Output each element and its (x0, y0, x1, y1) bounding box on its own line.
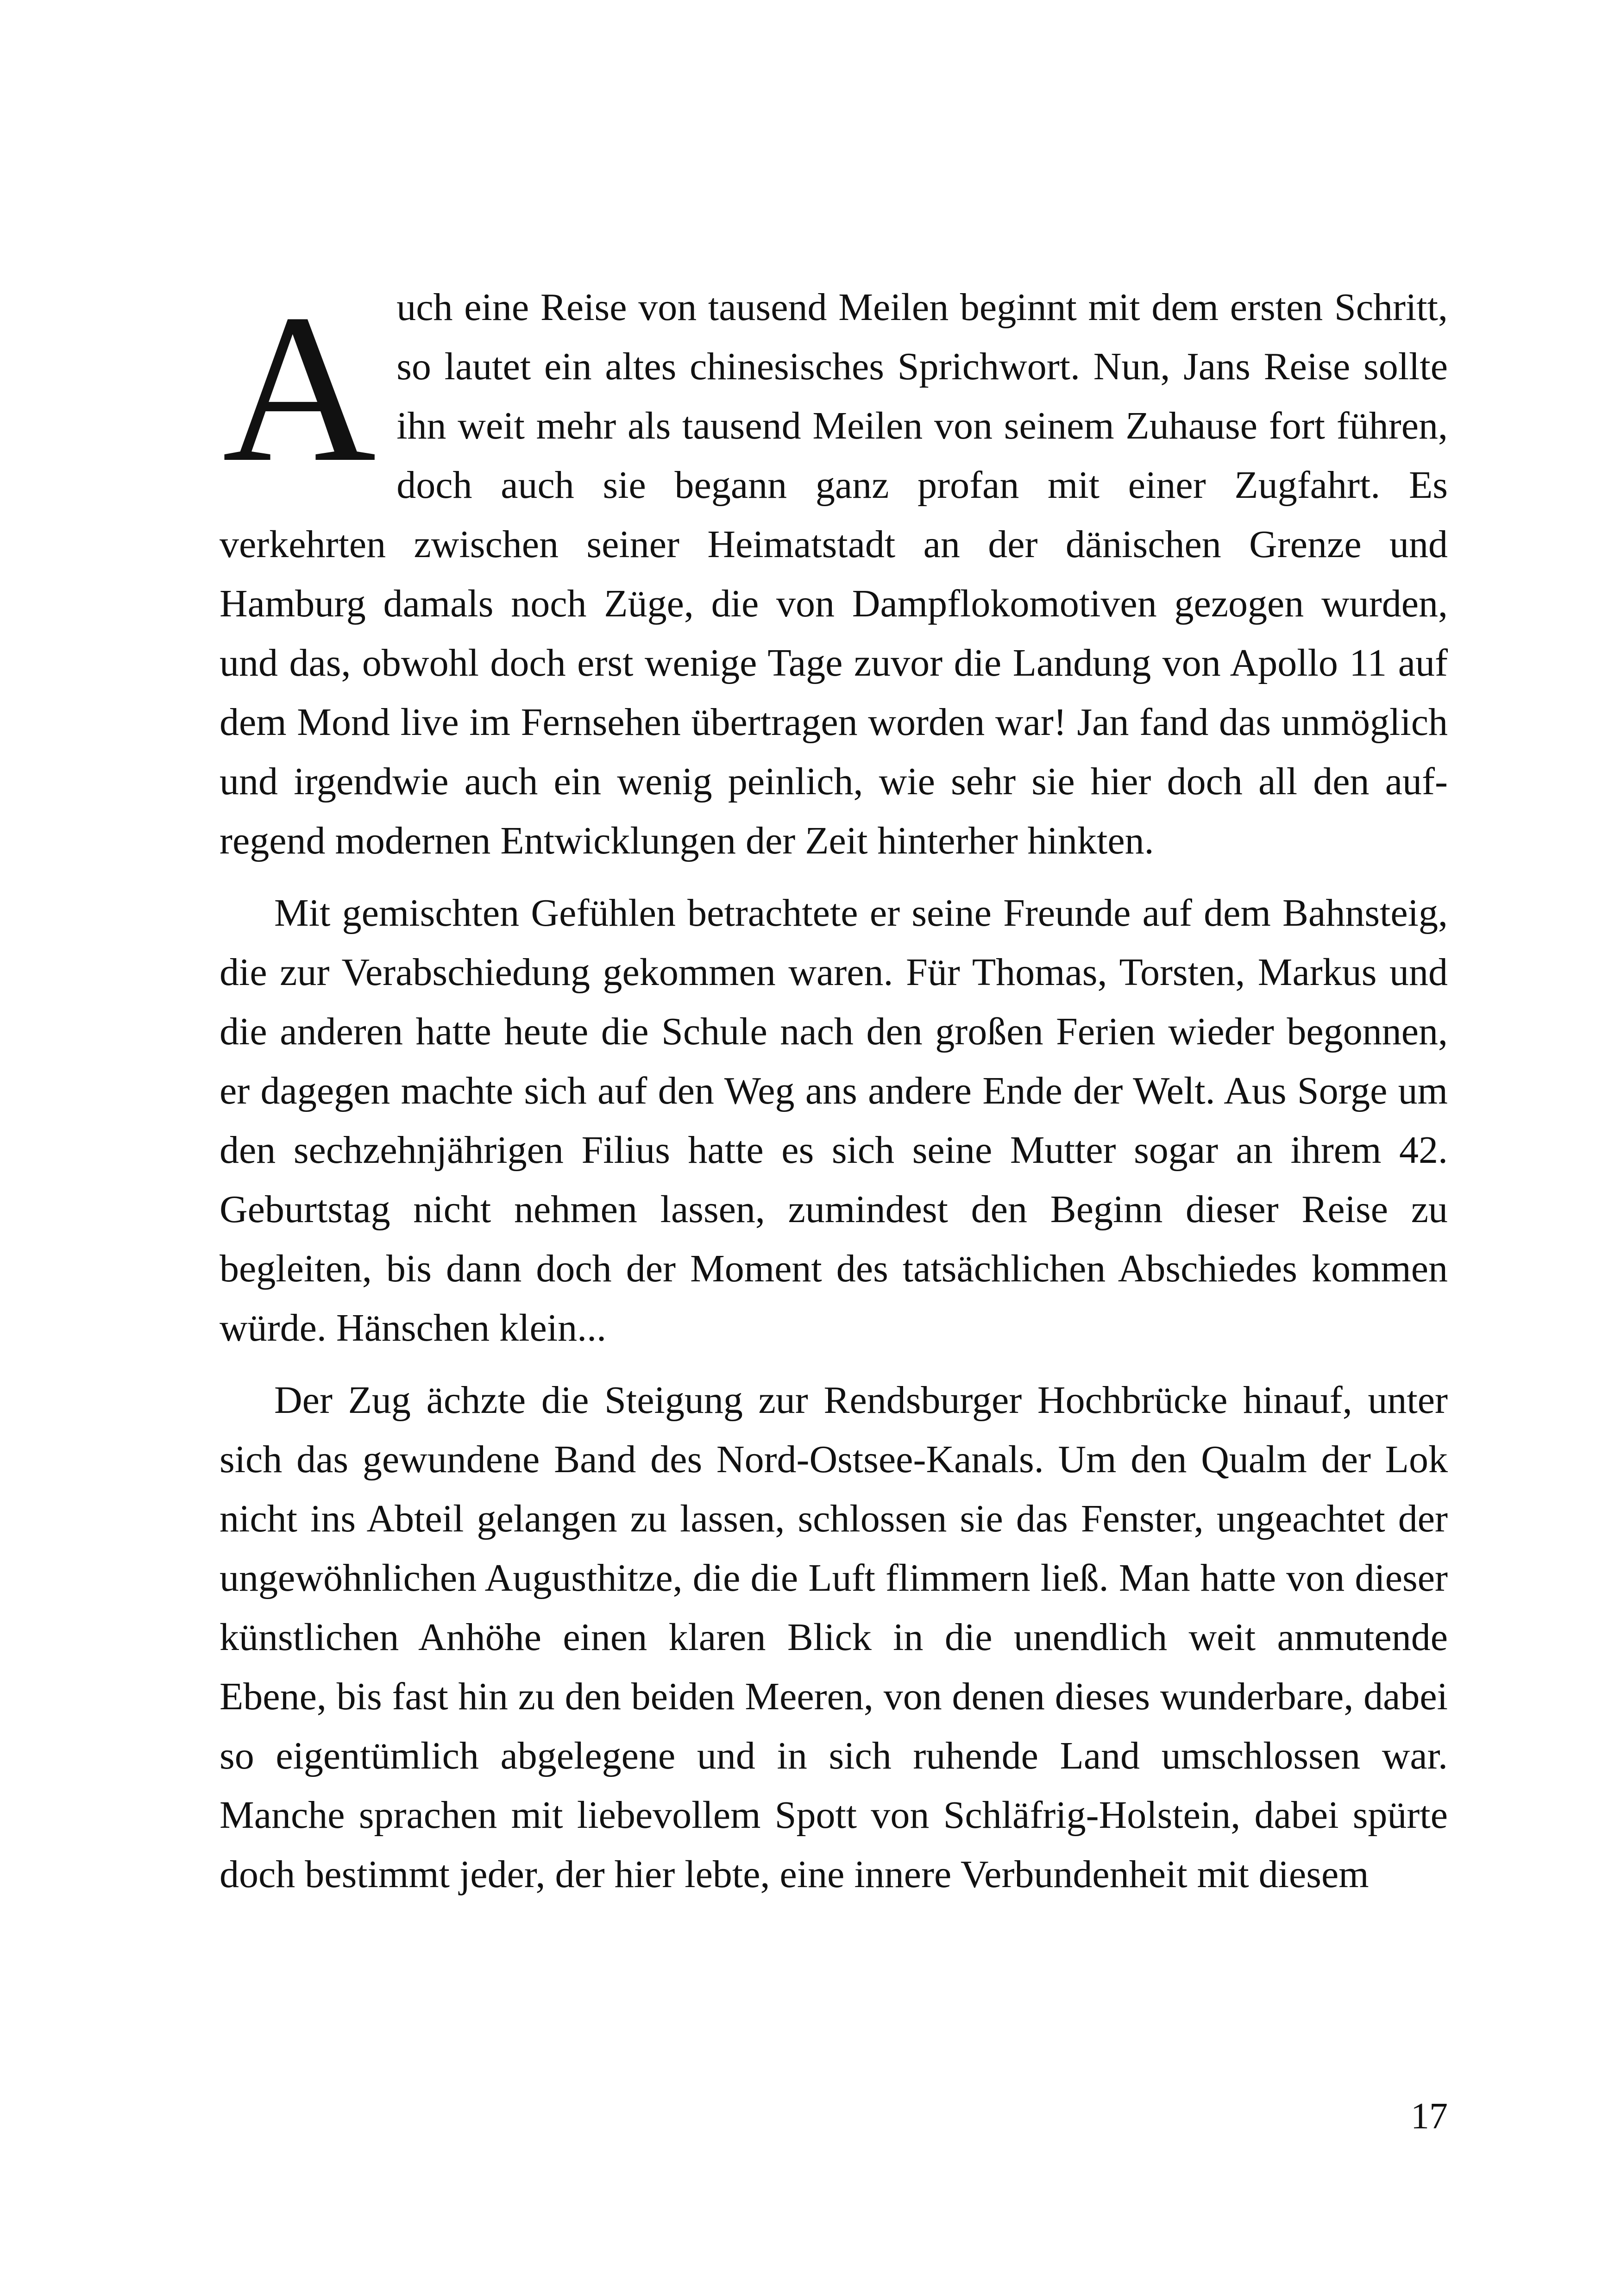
body-text (220, 270, 1448, 1904)
paragraph-1 (220, 270, 1448, 871)
paragraph-2: Mit gemischten Gefühlen betrachtete er seine Freunde auf dem Bahnsteig, die zur Verabschiedung gekommen waren. Für Thomas, Torsten, Markus und die anderen hatte heute die Schule nach den großen Ferien wieder begonnen, er dagegen machte sich auf den Weg ans andere Ende der Welt. Aus Sorge um den sechzehnjährigen Filius hatte es sich seine Mutter sogar an ihrem 42. Geburtstag nicht nehmen lassen, zumindest den Beginn dieser Reise zu begleiten, bis dann doch der Moment des tatsächlichen Abschiedes kommen würde. Hänschen klein... (220, 891, 1448, 1349)
page-number: 17 (1411, 2096, 1448, 2137)
drop-cap: A (222, 270, 377, 506)
paragraph-1-text: uch eine Reise von tausend Meilen beginnt mit dem ersten Schritt, so lautet ein altes chinesisches Sprichwort. Nun, Jans Reise sollte ihn weit mehr als tausend Meilen von seinem Zuhause fort führen, doch auch sie begann ganz profan mit einer Zugfahrt. Es verkehrten zwischen seiner Heimatstadt an der dänischen Grenze und Hamburg damals noch Züge, die von Dampflokomotiven gezogen wurden, und das, obwohl doch erst wenige Tage zuvor die Landung von Apollo 11 auf dem Mond live im Fernsehen übertragen worden war! Jan fand das unmöglich und irgendwie auch ein wenig peinlich, wie sehr sie hier doch all den aufregend modernen Entwicklungen der Zeit hinterher hinkten. (220, 286, 1448, 862)
paragraph-3: Der Zug ächzte die Steigung zur Rendsburger Hochbrücke hinauf, unter sich das gewundene Band des Nord-Ostsee-Kanals. Um den Qualm der Lok nicht ins Abteil gelangen zu lassen, schlossen sie das Fenster, ungeachtet der ungewöhnlichen Augusthitze, die die Luft flimmern ließ. Man hatte von dieser künstlichen Anhöhe einen klaren Blick in die unendlich weit anmutende Ebene, bis fast hin zu den beiden Meeren, von denen dieses wunderbare, dabei so eigentümlich abgelegene und in sich ruhende Land umschlossen war. Manche sprachen mit liebevollem Spott von Schläfrig-Holstein, dabei spürte doch bestimmt jeder, der hier lebte, eine innere Verbundenheit mit diesem (220, 1379, 1448, 1896)
